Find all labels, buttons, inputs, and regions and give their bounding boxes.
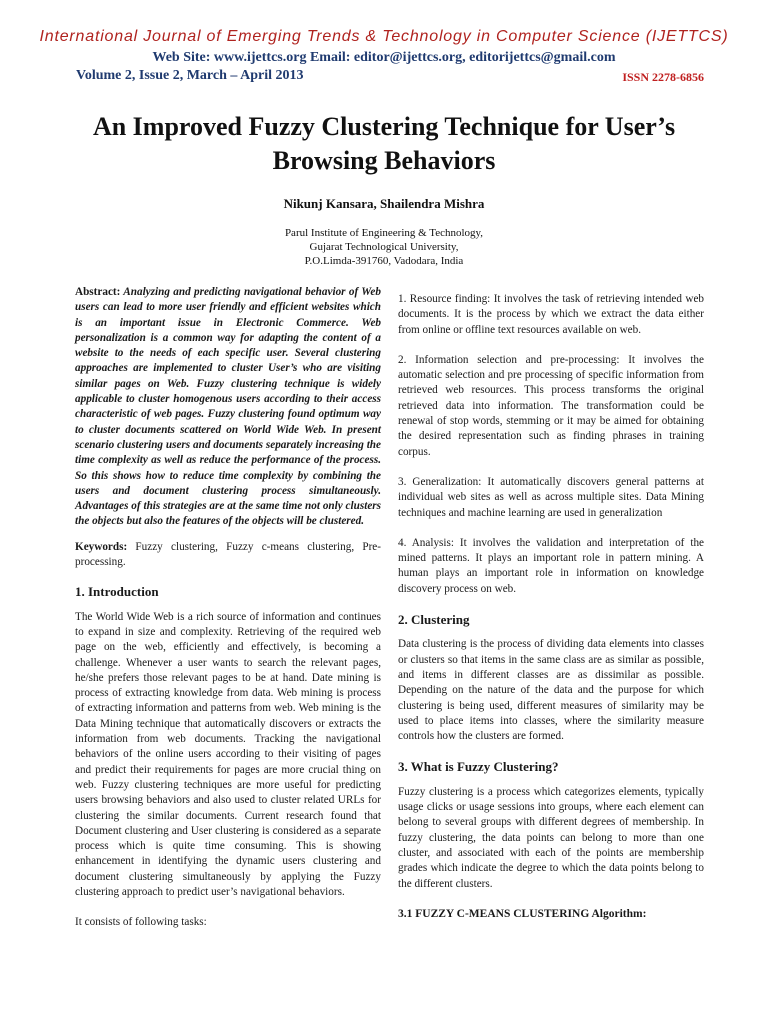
fuzzy-clustering-paragraph: Fuzzy clustering is a process which categorizes elements, typically usage clicks or usage sessions into groups, where each element can belong to several groups with different degrees of membership. In fuzzy clustering, the data points can belong to more than one cluster, and associated with each of the points are membership grades which indicate the degree to which the data points belong to the different clusters. — [398, 785, 704, 890]
affiliation-line: Gujarat Technological University, — [309, 241, 459, 253]
volume-issue: Volume 2, Issue 2, March – April 2013 — [76, 68, 304, 83]
author-affiliation — [0, 226, 768, 268]
right-column — [398, 292, 704, 922]
clustering-paragraph: Data clustering is the process of dividing data elements into classes or clusters so that items in the same class are as similar as possible, and items in different classes are as dissimilar as possible. Depending on the nature of the data and the purpose for which clustering is being used, different measures of similarity may be used to place items into classes, where the similarity measure controls how the clusters are formed. — [398, 638, 704, 743]
paper-authors: Nikunj Kansara, Shailendra Mishra — [283, 196, 485, 211]
journal-website-line: Web Site: www.ijettcs.org Email: editor@ijettcs.org, editorijettcs@gmail.com — [152, 50, 616, 65]
keywords — [75, 540, 381, 571]
affiliation-line: P.O.Limda-391760, Vadodara, India — [304, 255, 464, 267]
journal-title: International Journal of Emerging Trends & Technology in Computer Science (IJETTCS) — [39, 28, 729, 45]
abstract-text: Analyzing and predicting navigational behavior of Web users can lead to more user friendly and efficient websites which is an important issue in Electronic Commerce. Web personalization is a common way for adapting the content of a website to the needs of each specific user. Several clustering approaches are implemented to cluster User’s who are visiting similar pages on Web. Fuzzy clustering technique is widely applicable to cluster homogenous users according to their access characteristic of web pages. Fuzzy clustering found optimum way to cluster documents scattered on World Wide Web. In present scenario clustering users and documents separately increasing the time complexity as well as reduce the performance of the process. So this shows how to reduce time complexity by combining the users and document clustering process simultaneously. Advantages of this strategies are at the same time not only clusters the objects but also the features of the objects will be clustered. — [75, 286, 381, 528]
abstract — [75, 285, 381, 530]
paper-title: An Improved Fuzzy Clustering Technique for User’s Browsing Behaviors — [92, 112, 676, 175]
tasks-intro-text: It consists of following tasks: — [75, 916, 207, 929]
affiliation-line: Parul Institute of Engineering & Technology, — [284, 227, 484, 239]
task-item-resource-finding: 1. Resource finding: It involves the task of retrieving intended web documents. It is the process by which we extract the data either from online or offline text resources available on web. — [398, 293, 704, 336]
left-column — [75, 285, 381, 931]
task-item-generalization: 3. Generalization: It automatically discovers general patterns at individual web sites as well as across multiple sites. Data Mining techniques and machine learning are used in generalization — [398, 475, 704, 519]
abstract-label: Abstract: — [75, 286, 121, 298]
introduction-paragraph: The World Wide Web is a rich source of information and continues to expand in size and complexity. Retrieving of the required web page on the web, efficiently and effectively, is becoming a challenge. Whenever a user wants to search the relevant pages, he/she prefers those relevant pages to be at hand. Date mining is process of extracting knowledge from data. Web mining is process of extracting information and patterns from web. Web mining is the Data Mining technique that automatically discovers or extracts the information from web documents. Tracking the navigational behaviors of the online users according to their visiting of pages and predict their requirements for pages are more crucial thing on web. Fuzzy clustering techniques are more useful for predicting users browsing behaviors and also used to cluster related URLs for clustering the similar documents. Current research found that Document clustering and User clustering is considered as a separate process which is quite time consuming. This is showing enhancement in identifying the dynamic users clustering and document clustering simultaneously by applying the Fuzzy clustering approach to predict user’s navigational behaviors. — [75, 610, 381, 898]
issn-number: ISSN 2278-6856 — [622, 70, 704, 84]
section-heading-clustering: 2. Clustering — [398, 612, 470, 628]
keywords-label: Keywords: — [75, 540, 128, 553]
section-heading-fuzzy-clustering: 3. What is Fuzzy Clustering? — [398, 759, 559, 775]
task-item-analysis: 4. Analysis: It involves the validation and interpretation of the mined patterns. It plays an important role in pattern mining. A human plays an important role in information on knowledge discovery process on web. — [398, 536, 704, 595]
subsection-heading-fcm: 3.1 FUZZY C-MEANS CLUSTERING Algorithm: — [398, 907, 647, 920]
keywords-text: Fuzzy clustering, Fuzzy c-means clustering, Pre-processing. — [75, 540, 381, 569]
task-item-information-selection: 2. Information selection and pre-processing: It involves the automatic selection and pre processing of specific information from retrieved web resources. This process transforms the original retrieved data into information. The transformation could be renewal of stop words, stemming or it may be aimed for obtaining the desired representation such as finding phrases in training corpus. — [398, 353, 704, 458]
section-heading-introduction: 1. Introduction — [75, 584, 159, 600]
